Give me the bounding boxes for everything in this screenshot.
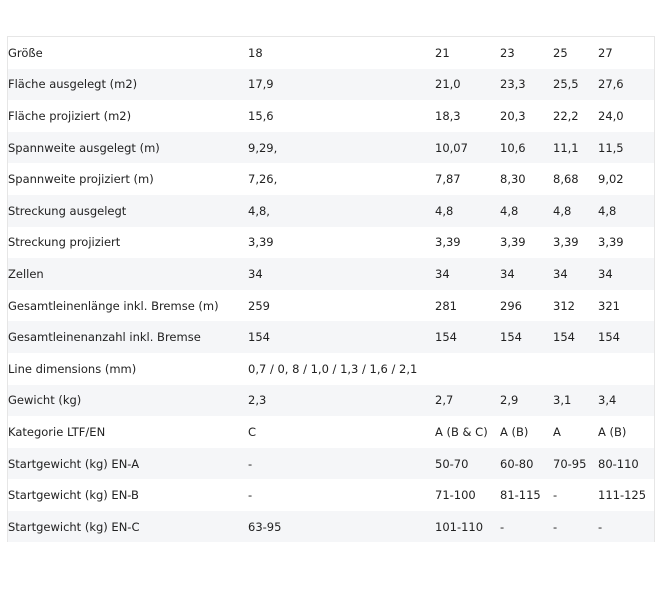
table-row — [8, 448, 654, 480]
table-cell: 23 — [500, 45, 515, 60]
table-cell: 24,0 — [598, 108, 624, 123]
table-cell: - — [500, 511, 553, 543]
table-cell: 27 — [598, 45, 613, 60]
table-cell: 23,3 — [500, 69, 553, 101]
table-cell: 154 — [435, 321, 500, 353]
table-cell: 34 — [553, 258, 598, 290]
table-cell: 296 — [500, 298, 522, 313]
table-cell: 3,1 — [553, 385, 598, 417]
row-label: Streckung projiziert — [8, 235, 121, 250]
table-row — [8, 290, 654, 322]
table-cell: 50-70 — [435, 448, 500, 480]
table-cell: 3,39 — [248, 235, 274, 250]
table-cell: 21 — [435, 45, 450, 60]
table-row — [8, 511, 654, 543]
table-cell: 4,8 — [435, 195, 500, 227]
table-cell: 81-115 — [500, 488, 541, 503]
table-cell: 154 — [553, 321, 598, 353]
table-row — [8, 258, 654, 290]
table-row — [8, 321, 654, 353]
table-cell: 3,39 — [500, 235, 526, 250]
table-cell: 25 — [553, 45, 568, 60]
table-cell: 20,3 — [500, 108, 526, 123]
table-row — [8, 385, 654, 417]
table-cell: C — [248, 424, 257, 439]
table-cell: 34 — [500, 258, 553, 290]
table-cell: 11,5 — [598, 132, 654, 164]
table-row — [8, 132, 654, 164]
table-cell: 7,87 — [435, 172, 461, 187]
table-row — [8, 69, 654, 101]
table-cell: 312 — [553, 298, 575, 313]
table-cell: 8,30 — [500, 172, 526, 187]
specs-table — [8, 37, 654, 543]
table-cell: 0,7 / 0, 8 / 1,0 / 1,3 / 1,6 / 2,1 — [248, 361, 418, 376]
table-cell: 21,0 — [435, 69, 500, 101]
row-label: Größe — [8, 45, 43, 60]
specs-table-frame — [7, 36, 655, 542]
page-blank-area — [0, 542, 661, 600]
specs-table-body — [8, 37, 654, 543]
row-label: Zellen — [8, 258, 248, 290]
table-cell: 71-100 — [435, 488, 476, 503]
table-cell: 154 — [500, 321, 553, 353]
table-cell: 11,1 — [553, 132, 598, 164]
table-cell: - — [248, 448, 435, 480]
table-cell: 281 — [435, 298, 457, 313]
table-cell: 7,26, — [248, 172, 278, 187]
table-row — [8, 353, 654, 385]
table-row — [8, 163, 654, 195]
table-cell: 3,39 — [598, 235, 624, 250]
table-cell: 25,5 — [553, 69, 598, 101]
table-cell: 3,4 — [598, 385, 654, 417]
table-cell: 80-110 — [598, 448, 654, 480]
table-row — [8, 195, 654, 227]
table-cell: - — [553, 488, 558, 503]
table-cell: - — [598, 511, 654, 543]
table-row — [8, 479, 654, 511]
row-label: Spannweite ausgelegt (m) — [8, 132, 248, 164]
table-cell: 70-95 — [553, 448, 598, 480]
table-cell: 3,39 — [435, 235, 461, 250]
table-row — [8, 100, 654, 132]
row-label: Startgewicht (kg) EN-C — [8, 511, 248, 543]
row-label: Fläche ausgelegt (m2) — [8, 69, 248, 101]
table-cell: - — [553, 511, 598, 543]
row-label: Gewicht (kg) — [8, 385, 248, 417]
table-cell: 9,02 — [598, 172, 624, 187]
table-cell: 3,39 — [553, 235, 579, 250]
table-cell: 111-125 — [598, 488, 647, 503]
table-cell: 4,8 — [598, 195, 654, 227]
table-cell: A (B) — [500, 424, 529, 439]
table-row — [8, 416, 654, 448]
table-cell: 60-80 — [500, 448, 553, 480]
table-cell: 4,8, — [248, 195, 435, 227]
row-label: Gesamtleinenanzahl inkl. Bremse — [8, 321, 248, 353]
table-cell: 10,6 — [500, 132, 553, 164]
table-cell: 4,8 — [500, 195, 553, 227]
table-cell: 101-110 — [435, 511, 500, 543]
table-cell: 2,3 — [248, 385, 435, 417]
table-cell: 27,6 — [598, 69, 654, 101]
table-cell: 321 — [598, 298, 620, 313]
table-cell: 9,29, — [248, 132, 435, 164]
row-label: Spannweite projiziert (m) — [8, 172, 154, 187]
table-cell: 2,9 — [500, 385, 553, 417]
table-cell: 10,07 — [435, 132, 500, 164]
table-cell: 2,7 — [435, 385, 500, 417]
row-label: Gesamtleinenlänge inkl. Bremse (m) — [8, 298, 219, 313]
table-cell: 154 — [248, 321, 435, 353]
row-label: Fläche projiziert (m2) — [8, 108, 132, 123]
table-cell: 34 — [598, 258, 654, 290]
row-label: Startgewicht (kg) EN-A — [8, 448, 248, 480]
table-cell: 22,2 — [553, 108, 579, 123]
row-label: Line dimensions (mm) — [8, 361, 137, 376]
table-cell: 34 — [435, 258, 500, 290]
table-cell: 18 — [248, 45, 263, 60]
table-cell: 4,8 — [553, 195, 598, 227]
table-row — [8, 37, 654, 69]
table-cell: 8,68 — [553, 172, 579, 187]
row-label: Startgewicht (kg) EN-B — [8, 488, 139, 503]
row-label: Kategorie LTF/EN — [8, 424, 106, 439]
table-cell: 34 — [248, 258, 435, 290]
table-cell: A — [553, 424, 561, 439]
table-cell: 17,9 — [248, 69, 435, 101]
table-cell: 63-95 — [248, 511, 435, 543]
table-cell: A (B & C) — [435, 424, 488, 439]
table-cell: A (B) — [598, 424, 627, 439]
row-label: Streckung ausgelegt — [8, 195, 248, 227]
table-cell: 15,6 — [248, 108, 274, 123]
table-cell: - — [248, 488, 253, 503]
table-cell: 154 — [598, 321, 654, 353]
table-cell: 259 — [248, 298, 270, 313]
table-cell: 18,3 — [435, 108, 461, 123]
table-row — [8, 227, 654, 259]
